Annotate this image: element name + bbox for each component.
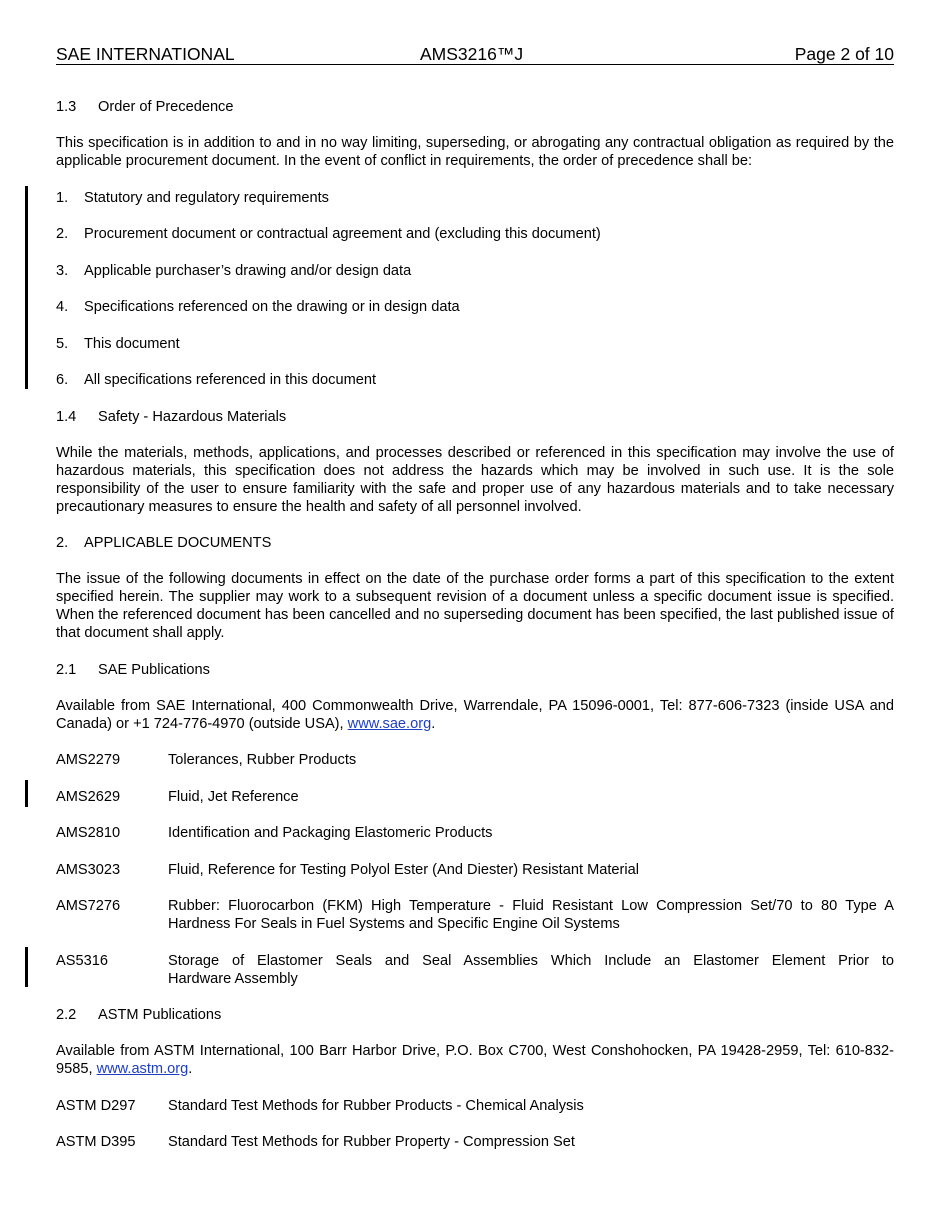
reference-code: ASTM D395 bbox=[56, 1134, 136, 1150]
section-number: 2.1 bbox=[56, 662, 77, 678]
reference-code: AMS2279 bbox=[56, 752, 121, 768]
reference-row bbox=[56, 897, 894, 933]
section-title: APPLICABLE DOCUMENTS bbox=[84, 535, 272, 551]
reference-code: AS5316 bbox=[56, 953, 108, 969]
section-number: 1.3 bbox=[56, 99, 77, 115]
section-title: Safety - Hazardous Materials bbox=[98, 409, 287, 425]
astm-website-link[interactable]: www.astm.org bbox=[96, 1061, 189, 1077]
reference-title: Standard Test Methods for Rubber Products - Chemical Analysis bbox=[168, 1098, 584, 1114]
sae-website-link[interactable]: www.sae.org bbox=[347, 716, 432, 732]
reference-code: AMS2810 bbox=[56, 825, 121, 841]
reference-title: Fluid, Reference for Testing Polyol Ester (And Diester) Resistant Material bbox=[168, 862, 639, 878]
section-number: 1.4 bbox=[56, 409, 77, 425]
change-bar-as5316 bbox=[25, 947, 28, 987]
section-title: ASTM Publications bbox=[98, 1007, 222, 1023]
reference-code: ASTM D297 bbox=[56, 1098, 136, 1114]
section-2-1-paragraph: Available from SAE International, 400 Commonwealth Drive, Warrendale, PA 15096-0001, Tel: 877-606-7323 (inside USA and Canada) or +1 724-776-4970 (outside USA), www.sae.org. bbox=[56, 698, 894, 732]
section-title: SAE Publications bbox=[98, 662, 210, 678]
reference-title: Rubber: Fluorocarbon (FKM) High Temperature - Fluid Resistant Low Compression Set/70 to 80 Type A Hardness For Seals in Fuel Systems and Specific Engine Oil Systems bbox=[168, 898, 894, 932]
section-number: 2. bbox=[56, 535, 69, 551]
reference-title: Fluid, Jet Reference bbox=[168, 789, 299, 805]
change-bar-precedence-list bbox=[25, 186, 28, 389]
reference-code: AMS2629 bbox=[56, 789, 121, 805]
reference-code: AMS7276 bbox=[56, 898, 121, 914]
reference-title: Identification and Packaging Elastomeric Products bbox=[168, 825, 493, 841]
section-2-2-paragraph: Available from ASTM International, 100 Barr Harbor Drive, P.O. Box C700, West Conshohocken, PA 19428-2959, Tel: 610-832-9585, www.astm.org. bbox=[56, 1043, 894, 1077]
reference-title: Standard Test Methods for Rubber Property - Compression Set bbox=[168, 1134, 575, 1150]
reference-row bbox=[56, 952, 894, 988]
section-title: Order of Precedence bbox=[98, 99, 234, 115]
header-org: SAE INTERNATIONAL bbox=[56, 44, 235, 64]
reference-title: Tolerances, Rubber Products bbox=[168, 752, 357, 768]
reference-code: AMS3023 bbox=[56, 862, 121, 878]
section-number: 2.2 bbox=[56, 1007, 77, 1023]
header-doc-number: AMS3216™J bbox=[420, 44, 524, 64]
section-1-4-paragraph: While the materials, methods, applications, and processes described or referenced in this specification may involve the use of hazardous materials, this specification does not address the hazards which may be involved in such use. It is the sole responsibility of the user to ensure familiarity with the safe and proper use of any hazardous materials and to take necessary precautionary measures to ensure the health and safety of all personnel involved. bbox=[56, 445, 894, 515]
reference-title: Storage of Elastomer Seals and Seal Assemblies Which Include an Elastomer Element Prior to Hardware Assembly bbox=[168, 953, 894, 987]
section-1-3-paragraph: This specification is in addition to and in no way limiting, superseding, or abrogating any contractual obligation as required by the applicable procurement document. In the event of conflict in requirements, the order of precedence shall be: bbox=[56, 135, 894, 169]
header-page-number: Page 2 of 10 bbox=[794, 44, 894, 64]
change-bar-ams2629 bbox=[25, 780, 28, 807]
page-header bbox=[56, 44, 894, 65]
section-2-paragraph: The issue of the following documents in effect on the date of the purchase order forms a part of this specification to the extent specified herein. The supplier may work to a subsequent revision of a document unless a specific document issue is specified. When the referenced document has been cancelled and no superseding document has been specified, the last published issue of that document shall apply. bbox=[56, 571, 894, 641]
